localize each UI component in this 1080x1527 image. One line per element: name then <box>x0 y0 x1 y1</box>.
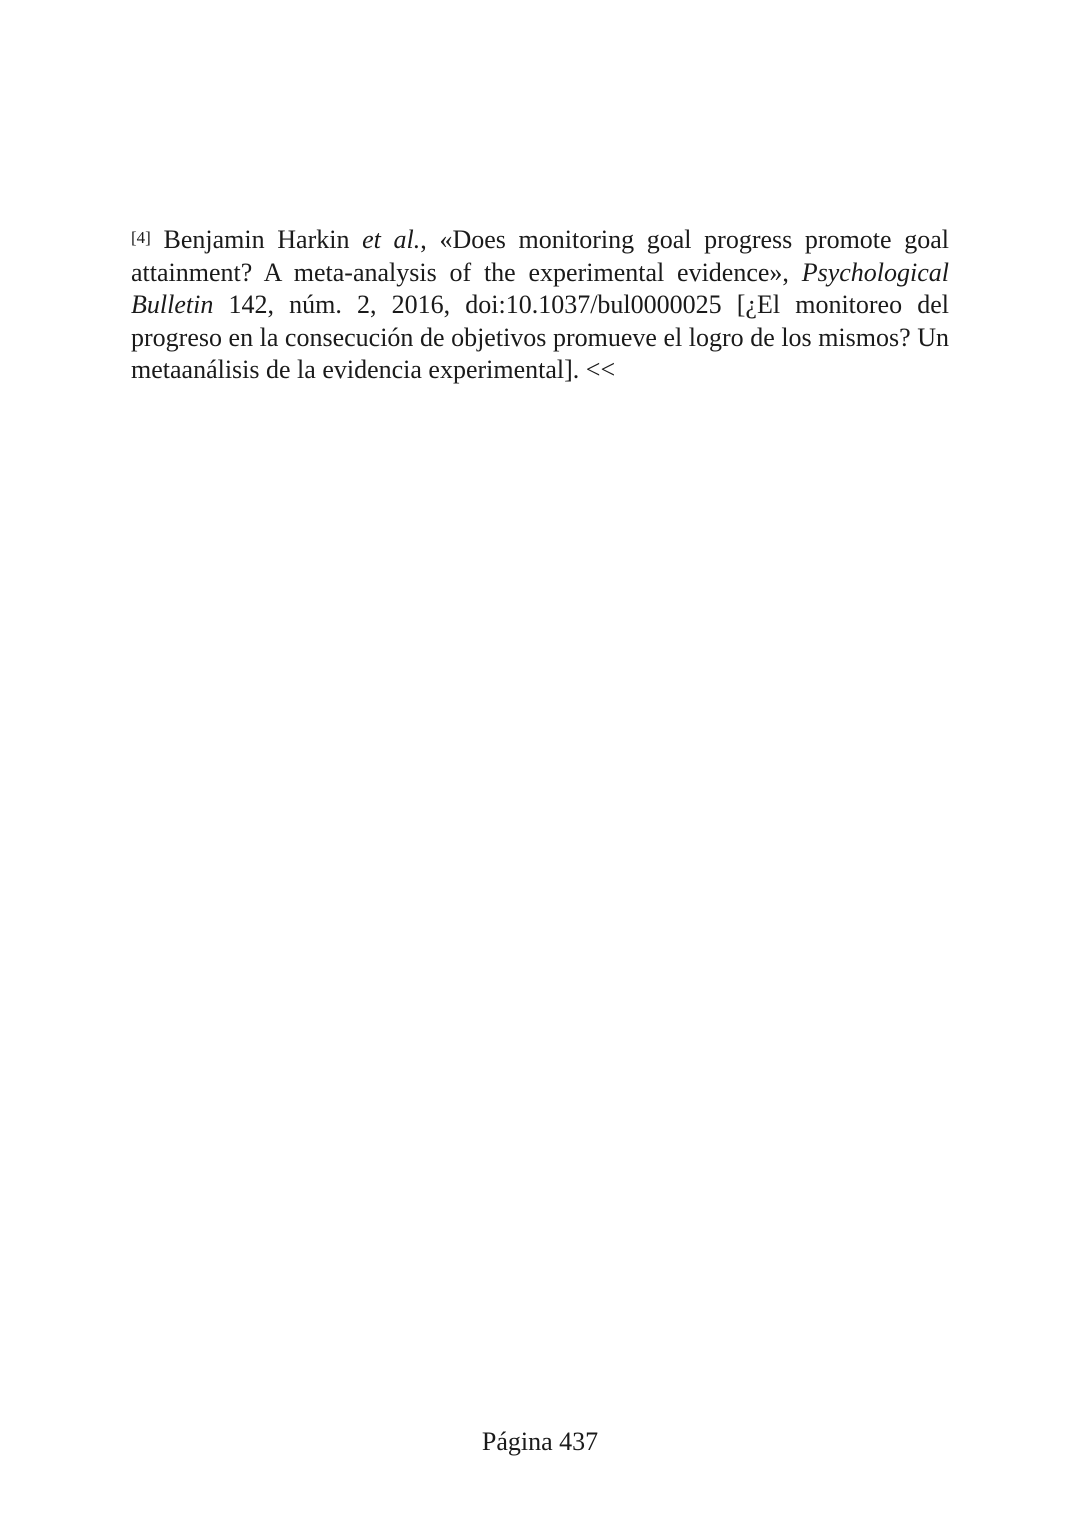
footnote-entry <box>131 224 949 387</box>
footnote-details: 142, núm. 2, 2016, doi:10.1037/bul0000025 [¿El monitoreo del progreso en la consecución de objetivos promueve el logro de los mismos? Un metaanálisis de la evidencia experimental]. <box>131 290 949 385</box>
back-link[interactable]: << <box>585 355 616 385</box>
footnote-journal: Psychological Bulletin <box>131 257 949 320</box>
footnote-etal: et al. <box>362 225 421 254</box>
footnote-title: , «Does monitoring goal progress promote goal attainment? A meta-analysis of the experimental evidence», <box>131 225 949 287</box>
footnote-author: Benjamin Harkin <box>163 225 350 254</box>
footnote-reference[interactable]: [4] <box>131 228 151 247</box>
page-number: Página 437 <box>481 1427 599 1456</box>
